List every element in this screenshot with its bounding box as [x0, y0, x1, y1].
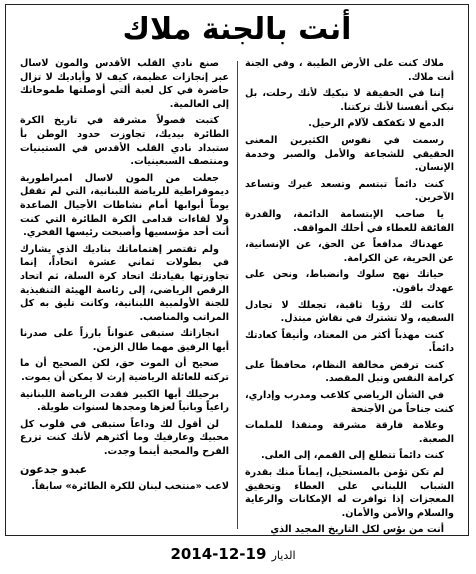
paragraph: إننا في الحقيقة لا نبكيك لأنك رحلت، بل نبكي أنفسنا لأنك تركتنا.: [245, 88, 454, 113]
paragraph: رسمت في نفوس الكثيرين المعنى الحقيقي للشجاعة والأمل والصبر وخدمة الإنسان.: [245, 134, 454, 174]
paragraph: صحيح أن الموت حق، لكن الصحيح أن ما تركته للعائلة الرياضية إرث لا يمكن أن يموت.: [20, 358, 229, 384]
paragraph: كنت مهذباً أكثر من المعتاد، وأنيقاً كعادتك دائماً.: [245, 329, 454, 355]
left-column: [20, 57, 229, 494]
paragraph: حياتك نهج سلوك وانضباط، ونحن على عهدك باقون.: [245, 269, 454, 294]
paragraph: كانت لك رؤيا ثاقبة، تجعلك لا تجادل السفيه، ولا تشترك في نقاش مبتذل.: [245, 299, 454, 325]
paragraph: في الشأن الرياضي كلاعب ومدرب وإداري، كنت جناحاً من الأجنحة: [245, 390, 454, 415]
paragraph: صنع نادي القلب الأقدس والمون لاسال عبر إنجازات عظيمة، كيف لا وأياديك لا تزال حاضرة في كل لعبة ألتي أوصلتها طموحاتك إلى العالمية.: [20, 58, 229, 110]
author-name: عبدو جدعون: [20, 462, 88, 476]
paragraph: كنت دائماً تتطلع إلى القمم، إلى العلى.: [260, 450, 444, 462]
paragraph: لم تكن تؤمن بالمستحيل، إيماناً منك بقدرة الشباب اللبناني على العطاء وتحقيق المعجزات إذا توافرت له الإمكانات والرعاية والسلام والأمن والأمان.: [245, 467, 454, 519]
paragraph: ملاك كنت على الأرض الطيبة ، وفي الجنة أنت ملاك.: [245, 58, 454, 83]
column-divider: [237, 61, 238, 529]
paragraph: عهدناك مدافعاً عن الحق، عن الإنسانية، عن الحرية، عن الكرامة.: [245, 239, 454, 264]
paragraph: جعلت من المون لاسال امبراطورية ديموقراطية للرياضة اللبنانية، التي لم تقفل يوماً أبوابها أمام نشاطات الأجيال الصاعدة ولا لقاءات قدامى الكرة الطائرة التي كنت أنت أحد مؤسسيها وأصبحت رئيسها الفخري.: [20, 172, 229, 239]
caption-date: 2014-12-19: [170, 545, 267, 563]
paragraph: لن أقول لك وداعاً ستبقى في قلوب كل محبيك وعارفيك وما أكثرهم لأنك كنت تزرع الفرح والمحبة أينما وجدت.: [20, 418, 229, 458]
paragraph: كنت دائماً تبتسم وتسعد غيرك وتساعد الآخرين.: [245, 178, 454, 204]
paragraph: يا صاحب الإبتسامة الدائمة، والقدرة الفائقة للعطاء في أحلك المواقف.: [245, 208, 454, 234]
paragraph: كنت ترفض مخالفة النظام، محافظاً على كرامة النفس ونبل المقصد.: [245, 359, 454, 385]
newspaper-clipping: [5, 4, 469, 536]
paragraph: الدمع لا تكفكف لآلام الرحيل.: [308, 118, 444, 130]
paragraph: برحيلك أيها الكبير فقدت الرياضة اللبنانية راعياً وبانياً لعزها ومجدها لسنوات طويلة.: [20, 388, 229, 414]
paragraph: ولم تقتصر إهتماماتك بناديك الذي يشارك في بطولات ثماني عشرة اتحاداً، إنما تجاوزتها بقيادتك اتحاد كرة السلة، ثم اتحاد الرقص الرياضي، إلى رئاسة الهيئة التنفيذية للجنة الأولمبية اللبنانية، وكانت تليق به كل المراتب والمناصب.: [20, 243, 229, 323]
right-column: [245, 57, 454, 540]
paragraph: وعلامة فارقة مشرقة ومنقذا للملمات الصعبة.: [245, 420, 454, 445]
caption-source: الديار: [271, 549, 296, 562]
author-note: لاعب «منتخب لبنان للكرة الطائرة» سابقاً.: [31, 481, 229, 493]
clipping-caption: [0, 541, 476, 567]
paragraph: انجازاتك ستبقى عنواناً بارزاً على صدرنا أيها الرفيق مهما طال الزمن.: [20, 328, 229, 353]
article-headline: أنت بالجنة ملاك: [122, 12, 352, 47]
paragraph: أنت من بؤس لكل التاريخ المجيد الذي: [270, 524, 444, 536]
paragraph: كتبت فصولاً مشرقة في تاريخ الكرة الطائرة بيديك، تجاوزت حدود الوطن بأ ستبداد نادي القلب الأقدس في الستينيات ومنتصف السبعينيات.: [20, 115, 229, 168]
